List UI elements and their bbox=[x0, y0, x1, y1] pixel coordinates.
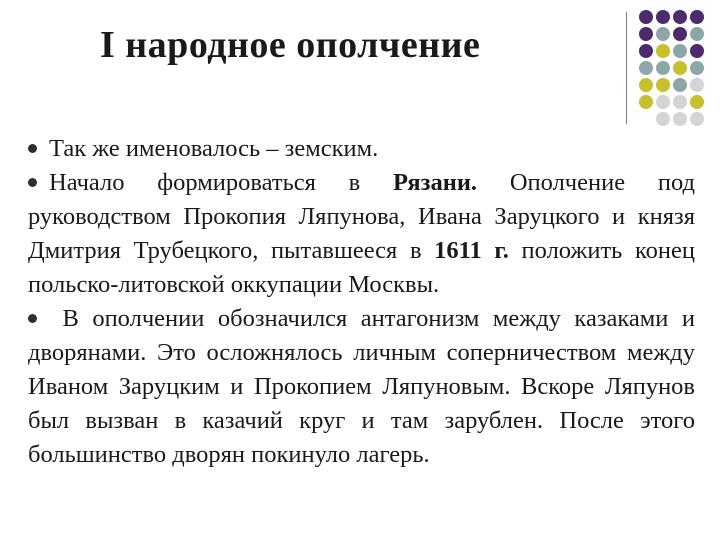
bullet-text-part: Начало формироваться в bbox=[49, 169, 394, 196]
decor-dot bbox=[673, 95, 687, 109]
bullet-icon bbox=[28, 178, 37, 187]
decor-dot bbox=[673, 112, 687, 126]
decor-dot bbox=[656, 112, 670, 126]
decor-dot bbox=[690, 44, 704, 58]
bullet-text-part: положить конец польско-литовской оккупации Москвы. bbox=[28, 237, 695, 298]
bullet-text: В ополчении обозначился антагонизм между казаками и дворянами. Это осложнялось личным соперничеством между Иваном Заруцким и Прокопием Ляпуновым. Вскоре Ляпунов был вызван в казачий круг и там зарублен. После этого большинство дворян покинуло лагерь. bbox=[28, 305, 695, 468]
decor-dot bbox=[690, 112, 704, 126]
decor-dot bbox=[690, 95, 704, 109]
bullet-icon bbox=[28, 144, 37, 153]
decor-dot bbox=[639, 95, 653, 109]
decor-dot bbox=[639, 61, 653, 75]
decor-dot bbox=[656, 61, 670, 75]
decor-dot bbox=[656, 95, 670, 109]
decor-dot bbox=[673, 27, 687, 41]
bullet-text: Так же именовалось – земским. bbox=[49, 135, 379, 162]
decor-dot bbox=[690, 61, 704, 75]
slide-title: I народное ополчение bbox=[100, 24, 481, 66]
decor-dot bbox=[639, 44, 653, 58]
decor-dot bbox=[639, 10, 653, 24]
bullet-icon bbox=[28, 314, 37, 323]
decor-dot bbox=[673, 10, 687, 24]
decor-dot bbox=[690, 27, 704, 41]
decor-dot bbox=[673, 61, 687, 75]
decor-dot bbox=[690, 78, 704, 92]
slide-body bbox=[28, 132, 695, 472]
decor-dot bbox=[690, 10, 704, 24]
decor-dot bbox=[656, 27, 670, 41]
decorative-dot-grid bbox=[0, 0, 720, 130]
decor-dot bbox=[639, 27, 653, 41]
decor-dot bbox=[673, 78, 687, 92]
decor-dot bbox=[656, 10, 670, 24]
bullet-item bbox=[28, 302, 695, 472]
decor-dot bbox=[639, 78, 653, 92]
bullet-text-part: Ополчение под руководством Прокопия Ляпунова, Ивана Заруцкого и князя Дмитрия Трубецкого, пытавшееся в bbox=[28, 169, 695, 264]
decor-dot bbox=[656, 78, 670, 92]
decor-dot bbox=[673, 44, 687, 58]
bullet-item bbox=[28, 166, 695, 302]
bold-place-name: Рязани. bbox=[393, 169, 478, 196]
bullet-item bbox=[28, 132, 695, 166]
decor-dot bbox=[656, 44, 670, 58]
bold-year: 1611 г. bbox=[434, 237, 509, 264]
